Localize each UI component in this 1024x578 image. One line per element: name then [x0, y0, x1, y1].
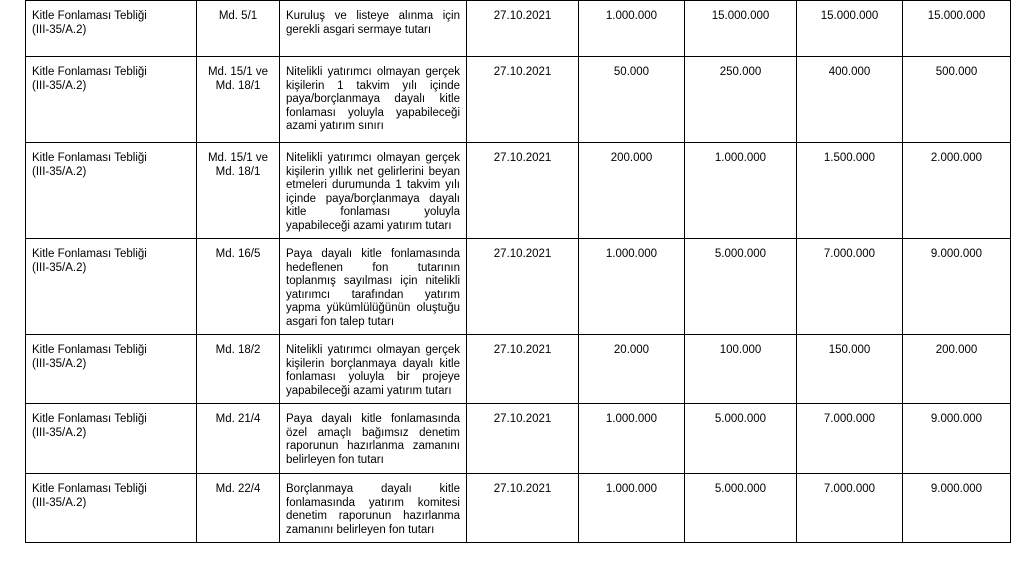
description-cell: Nitelikli yatırımcı olmayan gerçek kişilerin 1 takvim yılı içinde paya/borçlanmaya dayalı kitle fonlaması yoluyla yapabileceği azami yatırım sınırı [280, 57, 467, 143]
amount-cell: 150.000 [797, 335, 903, 404]
table-row [26, 239, 1011, 335]
amount-cell: 1.500.000 [797, 143, 903, 239]
article-cell [197, 57, 280, 143]
regulation-name: Kitle Fonlaması Tebliği [32, 66, 147, 78]
amount-cell: 7.000.000 [797, 239, 903, 335]
article-ref: Md. 22/4 [215, 483, 261, 495]
amount-cell: 1.000.000 [685, 143, 797, 239]
date-cell: 27.10.2021 [467, 404, 579, 474]
amount-cell: 20.000 [579, 335, 685, 404]
amount-cell: 50.000 [579, 57, 685, 143]
amount-cell: 9.000.000 [903, 474, 1011, 543]
article-cell [197, 474, 280, 543]
article-ref: Md. 16/5 [215, 248, 261, 260]
article-ref: Md. 5/1 [218, 10, 258, 22]
amount-cell: 15.000.000 [685, 1, 797, 57]
regulation-code: (III-35/A.2) [32, 496, 87, 509]
article-ref: Md. 15/1 ve [207, 152, 269, 164]
source-cell [26, 239, 197, 335]
date-cell: 27.10.2021 [467, 335, 579, 404]
date-cell: 27.10.2021 [467, 474, 579, 543]
regulation-code: (III-35/A.2) [32, 165, 87, 178]
amount-cell: 100.000 [685, 335, 797, 404]
article-ref: Md. 18/1 [215, 165, 261, 178]
amount-cell: 9.000.000 [903, 404, 1011, 474]
description-cell: Paya dayalı kitle fonlamasında özel amaçlı bağımsız denetim raporunun hazırlanma zamanını belirleyen fon tutarı [280, 404, 467, 474]
article-ref: Md. 18/1 [215, 79, 261, 92]
description-cell: Borçlanmaya dayalı kitle fonlamasında yatırım komitesi denetim raporunun hazırlanma zamanını belirleyen fon tutarı [280, 474, 467, 543]
description-cell: Paya dayalı kitle fonlamasında hedeflenen fon tutarının toplanmış sayılması için nitelikli yatırımcı tarafından yatırım yapma yükümlülüğünün oluştuğu asgari fon talep tutarı [280, 239, 467, 335]
table-row [26, 143, 1011, 239]
regulation-name: Kitle Fonlaması Tebliği [32, 413, 147, 425]
table-row [26, 335, 1011, 404]
regulation-code: (III-35/A.2) [32, 261, 87, 274]
source-cell [26, 474, 197, 543]
article-ref: Md. 18/2 [215, 344, 261, 356]
amount-cell: 400.000 [797, 57, 903, 143]
amount-cell: 200.000 [579, 143, 685, 239]
table-row [26, 57, 1011, 143]
source-cell [26, 57, 197, 143]
description-cell: Nitelikli yatırımcı olmayan gerçek kişilerin yıllık net gelirlerini beyan etmeleri durumunda 1 takvim yılı içinde paya/borçlanmaya dayalı kitle fonlaması yoluyla yapabileceği azami yatırım tutarı [280, 143, 467, 239]
amount-cell: 9.000.000 [903, 239, 1011, 335]
amount-cell: 500.000 [903, 57, 1011, 143]
amount-cell: 5.000.000 [685, 239, 797, 335]
article-cell [197, 143, 280, 239]
amount-cell: 1.000.000 [579, 239, 685, 335]
regulation-name: Kitle Fonlaması Tebliği [32, 248, 147, 260]
amount-cell: 7.000.000 [797, 404, 903, 474]
amount-cell: 250.000 [685, 57, 797, 143]
amount-cell: 7.000.000 [797, 474, 903, 543]
article-cell [197, 335, 280, 404]
description-cell: Kuruluş ve listeye alınma için gerekli asgari sermaye tutarı [280, 1, 467, 57]
amount-cell: 5.000.000 [685, 404, 797, 474]
amount-cell: 15.000.000 [903, 1, 1011, 57]
source-cell [26, 1, 197, 57]
date-cell: 27.10.2021 [467, 143, 579, 239]
article-ref: Md. 21/4 [215, 413, 261, 425]
amount-cell: 2.000.000 [903, 143, 1011, 239]
regulation-code: (III-35/A.2) [32, 357, 87, 370]
regulation-name: Kitle Fonlaması Tebliği [32, 152, 147, 164]
regulation-limits-table [25, 0, 1011, 543]
regulation-code: (III-35/A.2) [32, 23, 87, 36]
amount-cell: 1.000.000 [579, 1, 685, 57]
article-cell [197, 1, 280, 57]
regulation-name: Kitle Fonlaması Tebliği [32, 483, 147, 495]
regulation-code: (III-35/A.2) [32, 79, 87, 92]
table-row [26, 1, 1011, 57]
amount-cell: 15.000.000 [797, 1, 903, 57]
source-cell [26, 404, 197, 474]
regulation-name: Kitle Fonlaması Tebliği [32, 10, 147, 22]
date-cell: 27.10.2021 [467, 239, 579, 335]
amount-cell: 5.000.000 [685, 474, 797, 543]
regulation-name: Kitle Fonlaması Tebliği [32, 344, 147, 356]
date-cell: 27.10.2021 [467, 57, 579, 143]
regulation-code: (III-35/A.2) [32, 426, 87, 439]
amount-cell: 200.000 [903, 335, 1011, 404]
source-cell [26, 335, 197, 404]
article-cell [197, 404, 280, 474]
amount-cell: 1.000.000 [579, 474, 685, 543]
source-cell [26, 143, 197, 239]
amount-cell: 1.000.000 [579, 404, 685, 474]
article-cell [197, 239, 280, 335]
table-body [26, 1, 1011, 543]
table-row [26, 404, 1011, 474]
table-row [26, 474, 1011, 543]
date-cell: 27.10.2021 [467, 1, 579, 57]
article-ref: Md. 15/1 ve [207, 66, 269, 78]
description-cell: Nitelikli yatırımcı olmayan gerçek kişilerin borçlanmaya dayalı kitle fonlaması yoluyla bir projeye yapabileceği azami yatırım tutarı [280, 335, 467, 404]
